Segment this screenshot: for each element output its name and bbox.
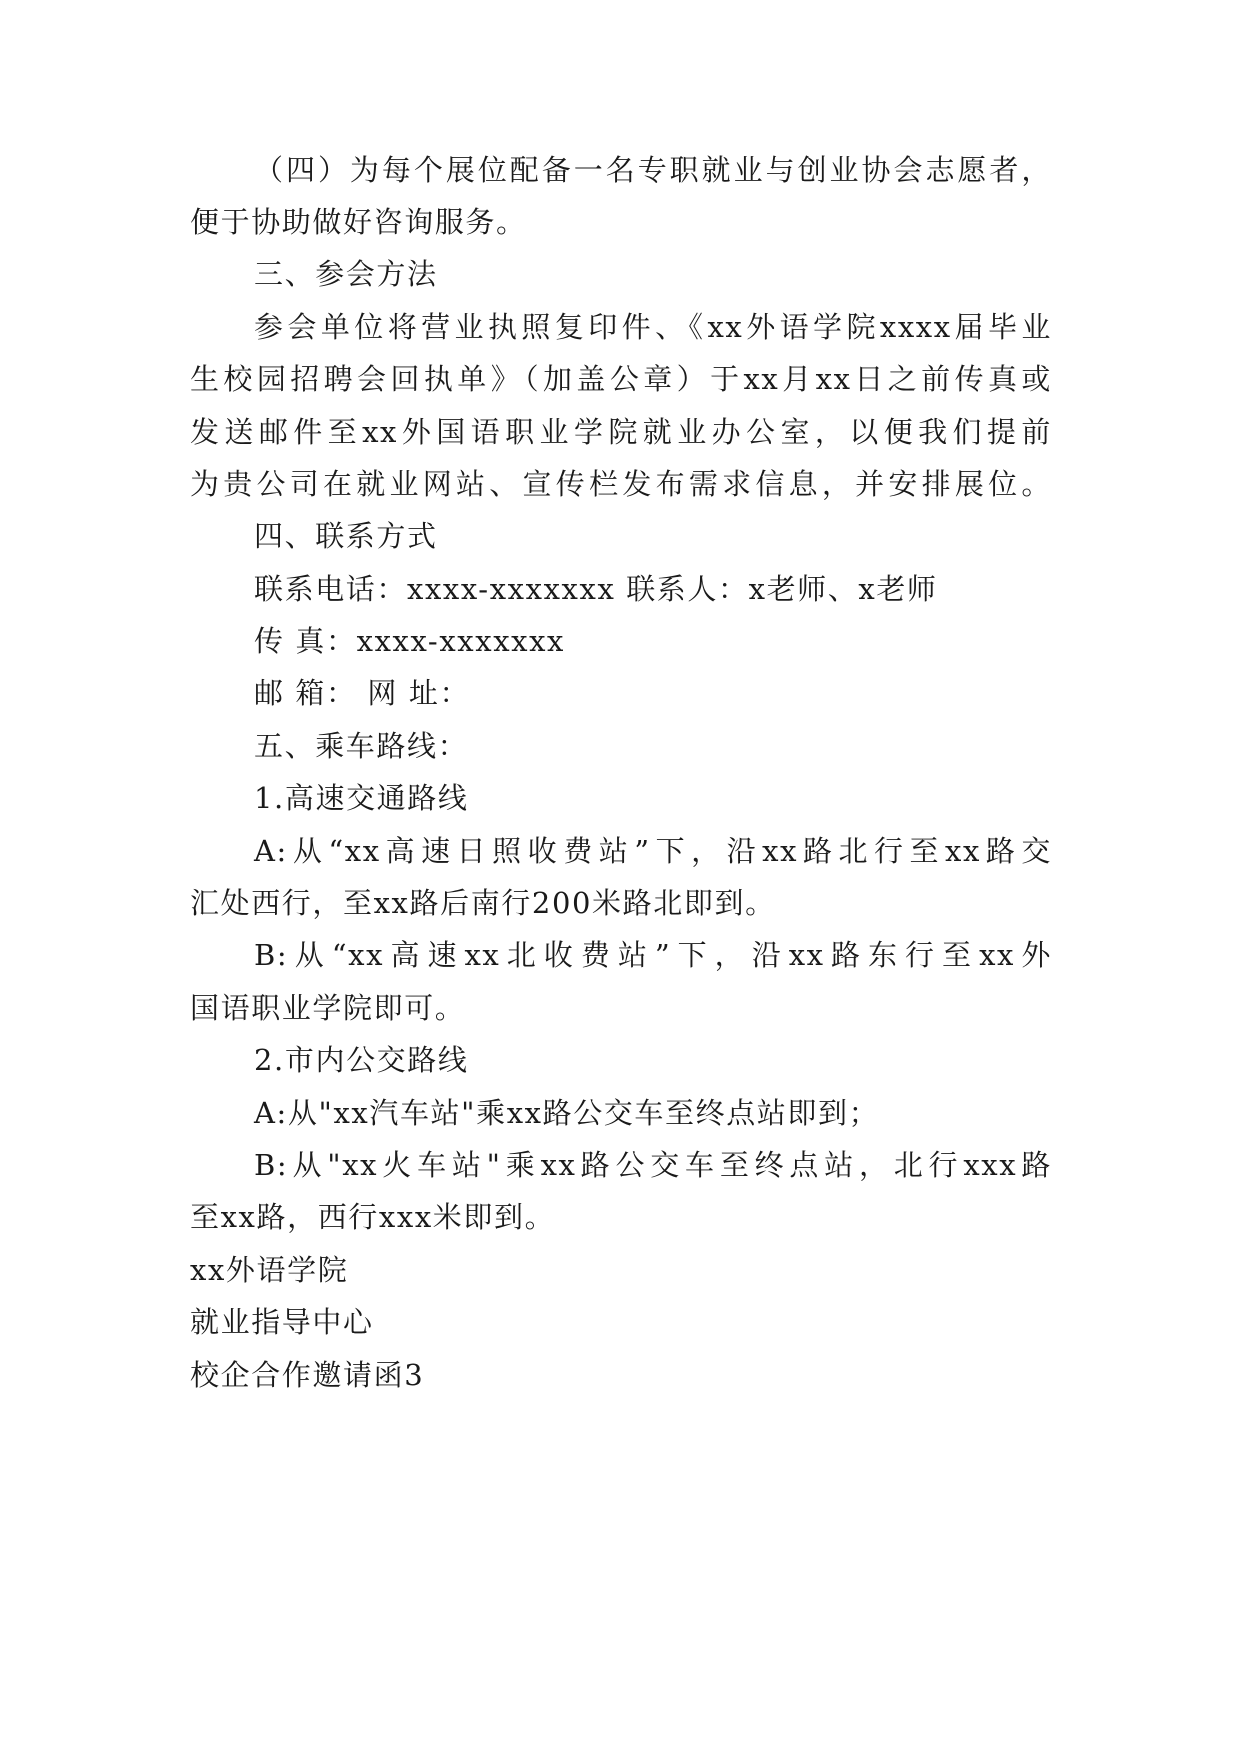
section-heading: 三、参会方法: [254, 257, 438, 291]
paragraph-line: （四）为每个展位配备一名专职就业与创业协会志愿者，: [254, 153, 1052, 187]
section-heading: 五、乘车路线：: [254, 729, 469, 763]
next-section-title: 校企合作邀请函3: [190, 1358, 425, 1392]
paragraph-line: 汇处西行，至xx路后南行200米路北即到。: [190, 886, 776, 920]
paragraph-line: 发送邮件至xx外国语职业学院就业办公室，以便我们提前: [190, 415, 1052, 449]
paragraph-line: 参会单位将营业执照复印件、《xx外语学院xxxx届毕业: [254, 310, 1052, 344]
subsection-heading: 2.市内公交路线: [254, 1043, 469, 1077]
contact-fax-line: 传 真：xxxx-xxxxxxx: [254, 624, 566, 658]
paragraph-line: A:从“xx高速日照收费站”下，沿xx路北行至xx路交: [254, 834, 1052, 868]
paragraph-line: 至xx路，西行xxx米即到。: [190, 1200, 556, 1234]
paragraph-line: 生校园招聘会回执单》（加盖公章）于xx月xx日之前传真或: [190, 362, 1052, 396]
paragraph-line: 为贵公司在就业网站、宣传栏发布需求信息，并安排展位。: [190, 467, 1052, 501]
section-heading: 四、联系方式: [254, 519, 438, 553]
signature-organization: xx外语学院: [190, 1253, 349, 1287]
paragraph-line: A:从"xx汽车站"乘xx路公交车至终点站即到；: [254, 1096, 880, 1130]
contact-email-web-line: 邮 箱： 网 址：: [254, 676, 471, 710]
paragraph-line: B:从“xx高速xx北收费站”下，沿xx路东行至xx外: [254, 938, 1052, 972]
paragraph-line: B:从"xx火车站"乘xx路公交车至终点站，北行xxx路: [254, 1148, 1052, 1182]
subsection-heading: 1.高速交通路线: [254, 781, 469, 815]
paragraph-line: 国语职业学院即可。: [190, 991, 466, 1025]
signature-department: 就业指导中心: [190, 1305, 374, 1339]
contact-phone-line: 联系电话：xxxx-xxxxxxx 联系人：x老师、x老师: [254, 572, 938, 606]
paragraph-line: 便于协助做好咨询服务。: [190, 205, 527, 239]
